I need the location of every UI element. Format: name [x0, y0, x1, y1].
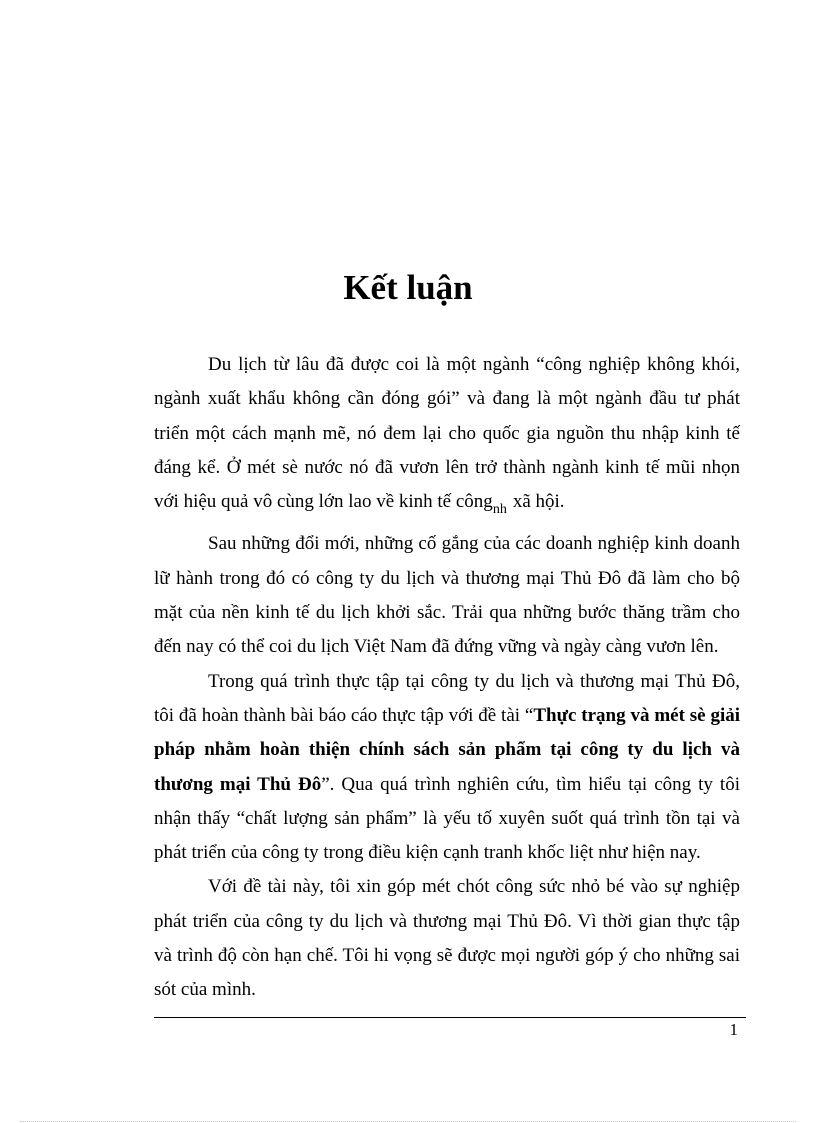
paragraph-3-text-after: ”. Qua quá trình nghiên cứu, tìm hiểu tại công ty tôi nhận thấy “chất lượng sản phẩm” là yếu tố xuyên suốt quá trình tồn tại và phát triển của công ty trong điều kiện cạnh tranh khốc liệt như hiện nay. [154, 773, 740, 864]
report-topic-title: Thực trạng và mét sè giải pháp nhằm hoàn thiện chính sách sản phẩm tại công ty du lịch và thương mại Thủ Đô [154, 704, 741, 795]
page-title: Kết luận [343, 268, 473, 307]
paragraph-1-text: Du lịch từ lâu đã được coi là một ngành “công nghiệp không khói, ngành xuất khẩu không cần đóng gói” và đang là một ngành đầu tư phát triển một cách mạnh mẽ, nó đem lại cho quốc gia nguồn thu nhập kinh tế đáng kể. Ở mét sè nước nó đã vươn lên trở thành ngành kinh tế mũi nhọn với hiệu quả vô cùng lớn lao về kinh tế công [154, 354, 740, 513]
paragraph-1-subscript: nh [492, 502, 507, 518]
document-body [154, 348, 740, 1008]
paragraph-4 [154, 870, 740, 1007]
footer-divider [154, 1017, 746, 1018]
paragraph-4-text: Với đề tài này, tôi xin góp mét chót công sức nhỏ bé vào sự nghiệp phát triển của công ty du lịch và thương mại Thủ Đô. Vì thời gian thực tập và trình độ còn hạn chế. Tôi hi vọng sẽ được mọi người góp ý cho những sai sót của mình. [154, 876, 740, 1001]
paragraph-3 [154, 665, 740, 871]
paragraph-3-text-before: Trong quá trình thực tập tại công ty du lịch và thương mại Thủ Đô, tôi đã hoàn thành bài báo cáo thực tập với đề tài “ [154, 670, 740, 726]
paragraph-1-tail: xã hội. [512, 491, 565, 513]
page-number: 1 [729, 1020, 738, 1039]
paragraph-2 [154, 527, 740, 664]
paragraph-1 [154, 348, 740, 527]
paragraph-2-text: Sau những đổi mới, những cố gắng của các doanh nghiệp kinh doanh lữ hành trong đó có công ty du lịch và thương mại Thủ Đô đã làm cho bộ mặt của nền kinh tế du lịch khởi sắc. Trải qua những bước thăng trầm cho đến nay có thể coi du lịch Việt Nam đã đứng vững và ngày càng vươn lên. [154, 533, 740, 658]
page-edge-dotted-line [20, 1121, 796, 1122]
